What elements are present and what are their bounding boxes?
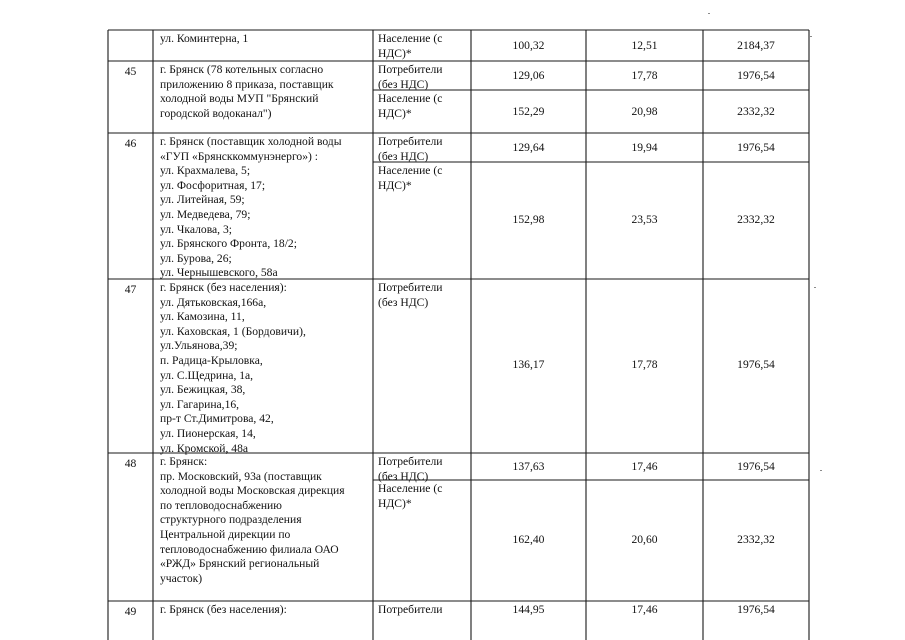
tariff-value-col-1: 136,17	[512, 358, 545, 371]
row-number: 49	[124, 605, 137, 618]
tariff-value-col-1: 137,63	[512, 459, 545, 473]
row-number: 47	[124, 283, 137, 296]
consumer-category-line: Потребители	[378, 63, 443, 76]
row-number: 48	[124, 457, 137, 470]
tariff-value-col-1: 152,98	[512, 212, 545, 226]
consumer-category-line: (без НДС)	[378, 77, 429, 91]
address-line: «РЖД» Брянский региональный	[160, 557, 320, 571]
tariff-value-col-1: 129,06	[512, 68, 545, 82]
tariff-value-col-3: 2184,37	[737, 38, 775, 52]
scan-speck	[814, 287, 816, 288]
consumer-category-line: Население (с	[378, 164, 443, 177]
tariff-value-col-1: 144,95	[512, 603, 545, 616]
address-line: ул. Литейная, 59;	[160, 193, 245, 207]
tariff-value-col-1: 100,32	[512, 38, 545, 52]
address-line: г. Брянск (78 котельных согласно	[160, 63, 324, 76]
consumer-category-line: Потребители	[378, 281, 443, 294]
consumer-category-line: Потребители	[378, 455, 443, 468]
consumer-category-line: (без НДС)	[378, 469, 429, 483]
address-line: структурного подразделения	[160, 513, 302, 527]
address-line: «ГУП «Брянсккоммунэнерго») :	[160, 149, 319, 163]
consumer-category-line: НДС)*	[378, 46, 412, 60]
tariff-value-col-3: 1976,54	[737, 358, 775, 371]
address-line: холодной воды МУП "Брянский	[160, 92, 319, 106]
address-line: ул. Чкалова, 3;	[160, 222, 232, 236]
address-line: пр. Московский, 93а (поставщик	[160, 469, 322, 483]
address-line: городской водоканал")	[160, 106, 272, 120]
address-line: ул. Бежицкая, 38,	[160, 383, 246, 397]
consumer-category-line: Население (с	[378, 92, 443, 105]
address-line: г. Брянск (без населения):	[160, 281, 287, 294]
consumer-category-line: НДС)*	[378, 106, 412, 120]
consumer-category-line: Потребители	[378, 603, 443, 616]
address-line: ул. Кромской, 48а	[160, 441, 249, 455]
address-line: п. Радица-Крыловка,	[160, 354, 263, 367]
tariff-value-col-2: 23,53	[631, 212, 658, 226]
address-line: ул. С.Щедрина, 1а,	[160, 368, 254, 382]
address-line: ул. Пионерская, 14,	[160, 427, 256, 440]
tariff-value-col-2: 20,98	[631, 104, 658, 118]
tariff-value-col-2: 17,78	[631, 358, 658, 371]
scan-speck	[810, 36, 812, 37]
consumer-category-line: Население (с	[378, 482, 443, 495]
tariff-value-col-2: 20,60	[631, 532, 658, 546]
address-line: ул. Коминтерна, 1	[160, 32, 249, 45]
address-line: г. Брянск:	[160, 455, 208, 468]
address-line: пр-т Ст.Димитрова, 42,	[160, 412, 274, 426]
address-line: г. Брянск (без населения):	[160, 603, 287, 616]
row-number: 45	[124, 65, 137, 78]
tariff-value-col-1: 129,64	[512, 140, 545, 154]
tariff-value-col-3: 1976,54	[737, 140, 775, 154]
tariff-value-col-2: 17,78	[631, 68, 658, 82]
address-line: ул. Брянского Фронта, 18/2;	[160, 237, 297, 251]
consumer-category-line: НДС)*	[378, 178, 412, 192]
address-line: по тепловодоснабжению	[160, 498, 282, 512]
address-line: ул. Фосфоритная, 17;	[160, 178, 266, 192]
address-line: ул. Медведева, 79;	[160, 208, 251, 221]
tariff-value-col-3: 1976,54	[737, 459, 775, 473]
tariff-value-col-2: 12,51	[631, 38, 658, 52]
tariff-value-col-2: 17,46	[631, 459, 658, 473]
consumer-category-line: (без НДС)	[378, 295, 429, 309]
tariff-value-col-3: 2332,32	[737, 104, 775, 118]
tariff-value-col-1: 162,40	[512, 532, 545, 546]
address-line: ул. Крахмалева, 5;	[160, 164, 251, 178]
address-line: Центральной дирекции по	[160, 528, 291, 541]
tariff-value-col-3: 1976,54	[737, 603, 775, 616]
address-line: г. Брянск (поставщик холодной воды	[160, 135, 342, 148]
address-line: ул. Каховская, 1 (Бордовичи),	[160, 324, 306, 338]
address-line: ул. Камозина, 11,	[160, 310, 245, 324]
tariff-value-col-3: 1976,54	[737, 68, 775, 82]
scan-speck	[820, 470, 822, 471]
consumer-category-line: (без НДС)	[378, 149, 429, 163]
address-line: ул. Чернышевского, 58а	[160, 266, 278, 280]
scan-speck	[708, 13, 710, 14]
tariff-value-col-2: 19,94	[631, 140, 658, 154]
tariff-value-col-2: 17,46	[631, 603, 658, 616]
consumer-category-line: НДС)*	[378, 496, 412, 510]
address-line: ул.Ульянова,39;	[160, 339, 238, 353]
address-line: участок)	[160, 571, 203, 585]
address-line: ул. Гагарина,16,	[160, 397, 240, 411]
address-line: ул. Дятьковская,166а,	[160, 295, 267, 309]
row-number: 46	[124, 137, 137, 150]
tariff-value-col-1: 152,29	[512, 104, 545, 118]
consumer-category-line: Потребители	[378, 135, 443, 148]
consumer-category-line: Население (с	[378, 32, 443, 45]
tariff-value-col-3: 2332,32	[737, 532, 775, 546]
address-line: приложению 8 приказа, поставщик	[160, 77, 334, 91]
address-line: тепловодоснабжению филиала ОАО	[160, 542, 339, 556]
address-line: ул. Бурова, 26;	[160, 251, 232, 265]
address-line: холодной воды Московская дирекция	[160, 484, 345, 498]
tariff-value-col-3: 2332,32	[737, 212, 775, 226]
